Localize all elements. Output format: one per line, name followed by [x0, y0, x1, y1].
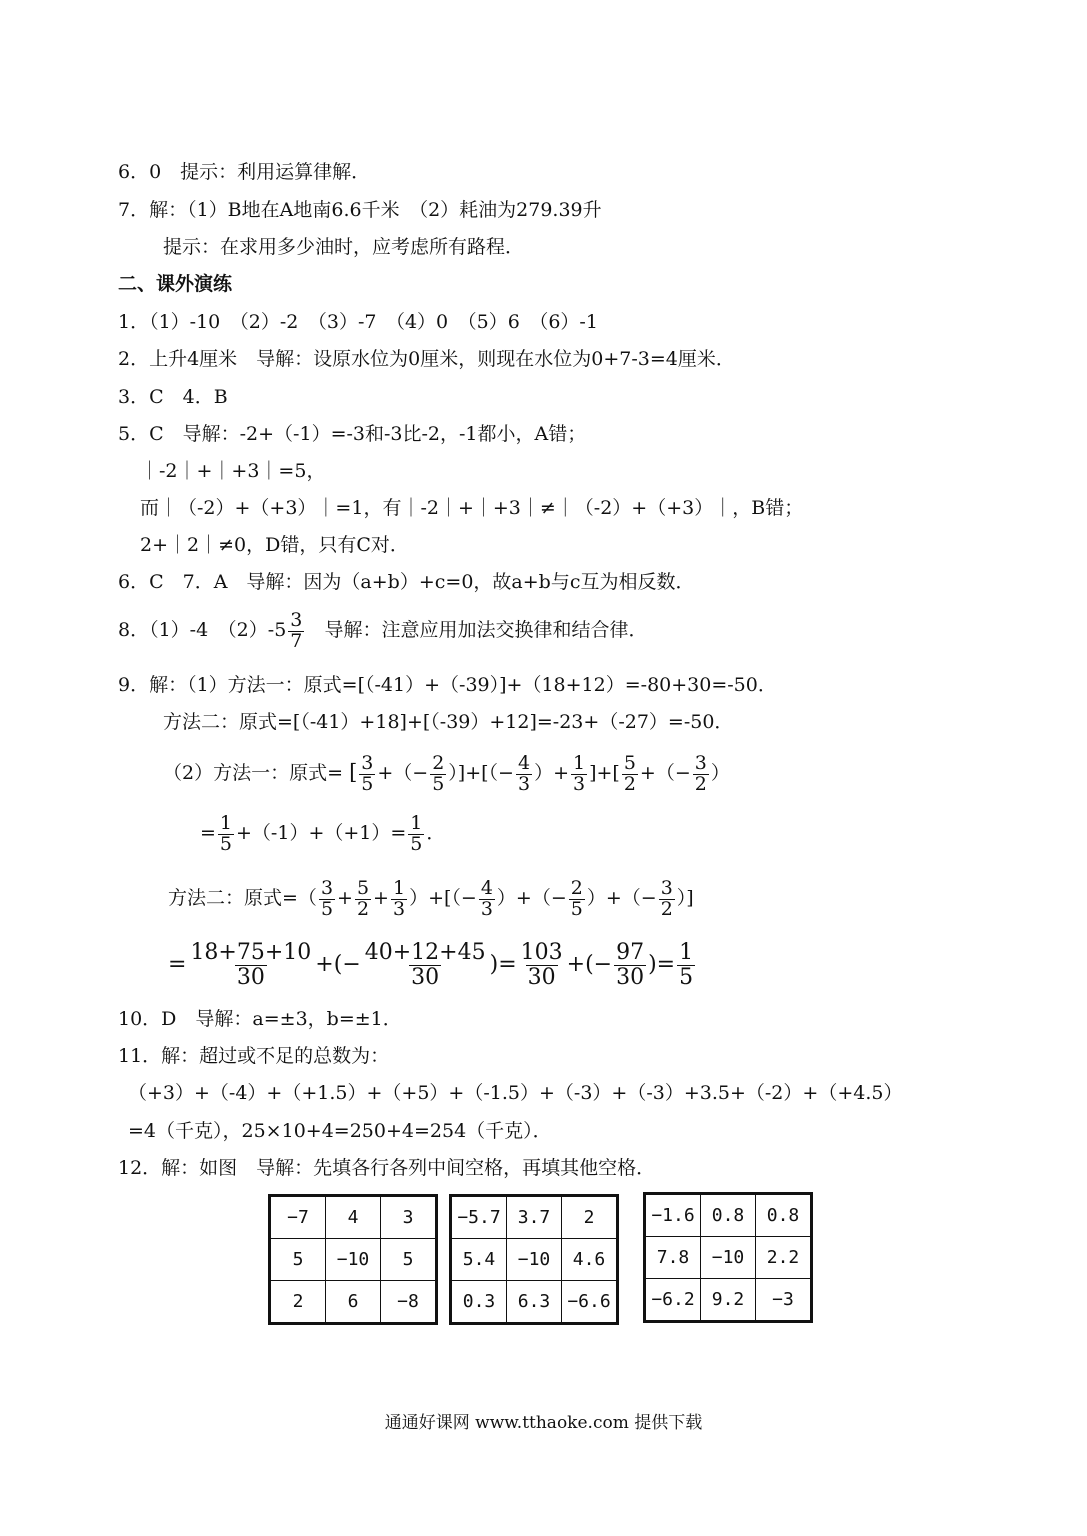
- table-cell: 4.6: [562, 1239, 618, 1281]
- answer-3-4: 3．C 4．B: [118, 386, 228, 408]
- answer-5-line4: 2+｜2｜≠0，D错，只有C对．: [140, 534, 409, 556]
- line-7-hint: 提示：在求用多少油时，应考虑所有路程．: [163, 236, 525, 258]
- fraction: $\frac{3}{2}$: [660, 876, 673, 920]
- answer-6-7: 6．C 7．A 导解：因为（a+b）+c=0，故a+b与c互为相反数．: [118, 571, 695, 593]
- table-cell: −10: [701, 1237, 756, 1279]
- answer-9-method2: 方法二：原式=[（-41）+18]+[（-39）+12]=-23+（-27）=-50．: [163, 711, 734, 733]
- page-footer: 通通好课网 www.tthaoke.com 提供下载: [384, 1413, 703, 1433]
- line-6-answer: 6．0 提示：利用运算律解．: [118, 161, 371, 183]
- answer-9-part2-method1: （2）方法一：原式= [ $\frac{3}{5}$ +（− $\frac{2}{5}$ ）]+[（− $\frac{4}{3}$ ）+ $\frac{1}{3}$ ]+[ $\frac{5}{2}$ +（− $\frac{3}{2}$ ）: [163, 751, 730, 795]
- table-cell: 2: [562, 1196, 618, 1239]
- table-cell: −10: [326, 1239, 381, 1281]
- fraction: $\frac{3}{5}$: [361, 751, 374, 795]
- fraction: $\frac{1}{5}$: [219, 811, 233, 855]
- table-cell: 2.2: [756, 1237, 812, 1279]
- fraction: $\frac{18+75+10}{30}$: [190, 940, 312, 990]
- answer-1: 1．（1）-10 （2）-2 （3）-7 （4）0 （5）6 （6）-1: [118, 311, 598, 333]
- answer-10: 10．D 导解：a=±3，b=±1．: [118, 1008, 402, 1030]
- answer-9-part2-result: = $\frac{1}{5}$ +（-1）+（+1）= $\frac{1}{5}$ ．: [200, 811, 446, 855]
- fraction: $\frac{1}{5}$: [679, 940, 694, 990]
- answer-5-line3: 而｜（-2）+（+3）｜=1，有｜-2｜+｜+3｜≠｜（-2）+（+3）｜，B错；: [140, 497, 804, 519]
- fraction: $\frac{3}{2}$: [694, 751, 707, 795]
- fraction: $\frac{103}{30}$: [520, 940, 563, 990]
- fraction: $\frac{1}{3}$: [392, 876, 406, 920]
- table-cell: 0.8: [701, 1194, 756, 1237]
- table-cell: −5.7: [451, 1196, 507, 1239]
- magic-square-2: [449, 1194, 619, 1325]
- fraction-3-7: $\frac{3}{7}$: [290, 608, 303, 652]
- magic-square-3: [643, 1192, 813, 1323]
- table-cell: 5: [270, 1239, 326, 1281]
- table-cell: 3.7: [507, 1196, 562, 1239]
- table-cell: 0.8: [756, 1194, 812, 1237]
- answer-9: 9．解：（1）方法一：原式=[（-41）+（-39）]+（18+12）=-80+30=-50．: [118, 674, 777, 696]
- table-cell: −7: [270, 1196, 326, 1239]
- table-cell: 3: [381, 1196, 437, 1239]
- answer-8: [118, 604, 648, 656]
- line-7-answer: 7．解：（1）B地在A地南6.6千米 （2）耗油为279.39升: [118, 199, 602, 221]
- answer-5-line2: ｜-2｜+｜+3｜=5，: [140, 460, 326, 482]
- table-cell: 2: [270, 1281, 326, 1324]
- fraction: $\frac{4}{3}$: [480, 876, 493, 920]
- fraction: $\frac{97}{30}$: [616, 940, 645, 990]
- table-cell: −6.6: [562, 1281, 618, 1324]
- fraction: $\frac{2}{5}$: [432, 751, 445, 795]
- table-cell: 5.4: [451, 1239, 507, 1281]
- fraction: $\frac{2}{5}$: [570, 876, 583, 920]
- fraction: $\frac{1}{3}$: [572, 751, 586, 795]
- answer-12: 12．解：如图 导解：先填各行各列中间空格，再填其他空格．: [118, 1157, 656, 1179]
- answer-8-text: 8．（1）-4 （2）-5: [118, 619, 287, 641]
- magic-square-1: [268, 1194, 438, 1325]
- table-cell: 6: [326, 1281, 381, 1324]
- table-cell: −8: [381, 1281, 437, 1324]
- table-cell: −3: [756, 1279, 812, 1322]
- answer-5: 5．C 导解：-2+（-1）=-3和-3比-2，-1都小，A错；: [118, 423, 587, 445]
- fraction: $\frac{3}{5}$: [320, 876, 334, 920]
- fraction: $\frac{5}{2}$: [623, 751, 636, 795]
- table-cell: 7.8: [645, 1237, 701, 1279]
- answer-11-sum: （+3）+（-4）+（+1.5）+（+5）+（-1.5）+（-3）+（-3）+3.5+（-2）+（+4.5）: [128, 1082, 903, 1104]
- table-cell: 0.3: [451, 1281, 507, 1324]
- answer-8-hint: 导解：注意应用加法交换律和结合律．: [324, 619, 648, 641]
- table-cell: 9.2: [701, 1279, 756, 1322]
- fraction: $\frac{1}{5}$: [410, 811, 423, 855]
- table-cell: −6.2: [645, 1279, 701, 1322]
- answer-9-part2-method2: 方法二：原式=（ $\frac{3}{5}$ + $\frac{5}{2}$ + $\frac{1}{3}$ ）+[（− $\frac{4}{3}$ ）+（− $\frac{2}{5}$ ）+（− $\frac{3}{2}$ ）]: [168, 876, 694, 920]
- table-cell: −1.6: [645, 1194, 701, 1237]
- fraction: $\frac{40+12+45}{30}$: [364, 940, 486, 990]
- table-cell: 6.3: [507, 1281, 562, 1324]
- table-cell: −10: [507, 1239, 562, 1281]
- answer-2: 2．上升4厘米 导解：设原水位为0厘米，则现在水位为0+7-3=4厘米．: [118, 348, 735, 370]
- answer-9-part2-method2-result: = $\frac{18+75+10}{30}$ +(− $\frac{40+12+45}{30}$ )= $\frac{103}{30}$ +(− $\frac{97}{30}$ )= $\frac{1}{5}$: [168, 940, 694, 990]
- table-cell: 4: [326, 1196, 381, 1239]
- answer-11-result: =4（千克），25×10+4=250+4=254（千克）．: [128, 1120, 552, 1142]
- section-heading: 二、课外演练: [118, 273, 233, 295]
- table-cell: 5: [381, 1239, 437, 1281]
- answer-11: 11．解：超过或不足的总数为：: [118, 1045, 390, 1067]
- fraction: $\frac{5}{2}$: [356, 876, 370, 920]
- fraction: $\frac{4}{3}$: [517, 751, 531, 795]
